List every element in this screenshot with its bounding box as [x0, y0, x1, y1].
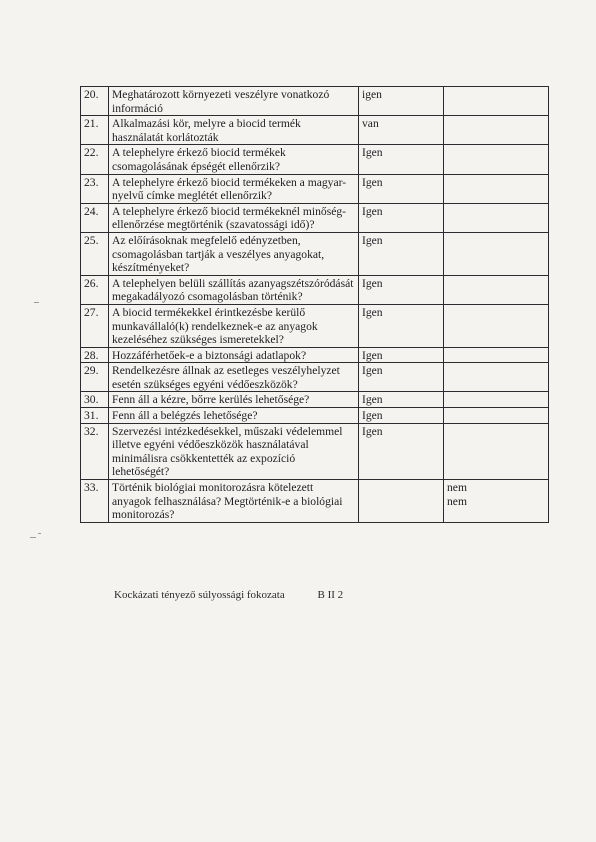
answer-secondary [444, 363, 549, 392]
row-number: 21. [81, 116, 109, 145]
table-row [81, 423, 549, 479]
question-text: Fenn áll a kézre, bőrre kerülés lehetősége? [109, 392, 359, 408]
answer-secondary [444, 423, 549, 479]
table-row [81, 392, 549, 408]
answer-primary: van [359, 116, 444, 145]
scan-mark [30, 537, 36, 538]
answer-primary: Igen [359, 304, 444, 347]
question-text: A biocid termékekkel érintkezésbe kerülő munkavállaló(k) rendelkeznek-e az anyagok kezeléséhez szükséges ismeretekkel? [109, 304, 359, 347]
answer-secondary [444, 203, 549, 232]
row-number: 29. [81, 363, 109, 392]
table-row [81, 347, 549, 363]
scan-mark [34, 302, 39, 303]
question-text: A telephelyre érkező biocid termékek csomagolásának épségét ellenőrzik? [109, 145, 359, 174]
row-number: 31. [81, 408, 109, 424]
table-row [81, 232, 549, 275]
row-number: 26. [81, 275, 109, 304]
answer-secondary [444, 480, 549, 523]
row-number: 30. [81, 392, 109, 408]
answer-primary: igen [359, 87, 444, 116]
footer [114, 589, 343, 601]
answer-primary: Igen [359, 203, 444, 232]
table-row [81, 275, 549, 304]
row-number: 22. [81, 145, 109, 174]
table-row [81, 363, 549, 392]
row-number: 24. [81, 203, 109, 232]
answer-secondary [444, 232, 549, 275]
question-text: Alkalmazási kör, melyre a biocid termék használatát korlátozták [109, 116, 359, 145]
question-text: A telephelyre érkező biocid termékeken a magyar- nyelvű címke meglétét ellenőrzik? [109, 174, 359, 203]
answer-primary: Igen [359, 392, 444, 408]
severity-grade: B II 2 [317, 589, 344, 601]
question-text: Meghatározott környezeti veszélyre vonatkozó információ [109, 87, 359, 116]
row-number: 27. [81, 304, 109, 347]
row-number: 32. [81, 423, 109, 479]
row-number: 33. [81, 480, 109, 523]
answer-line: nem [447, 481, 467, 495]
row-number: 25. [81, 232, 109, 275]
row-number: 20. [81, 87, 109, 116]
table-row [81, 408, 549, 424]
table-row [81, 304, 549, 347]
answer-secondary [444, 408, 549, 424]
answer-primary: Igen [359, 232, 444, 275]
answer-primary [359, 480, 444, 523]
table-row [81, 87, 549, 116]
table-row [81, 116, 549, 145]
table-row [81, 480, 549, 523]
answer-primary: Igen [359, 174, 444, 203]
question-text: Az előírásoknak megfelelő edényzetben, csomagolásban tartják a veszélyes anyagokat, készítményeket? [109, 232, 359, 275]
question-text: A telephelyre érkező biocid termékeknél minőség-ellenőrzése megtörténik (szavatossági idő)? [109, 203, 359, 232]
scan-mark [38, 533, 41, 534]
answer-line: nem [447, 494, 467, 508]
checklist-table [80, 86, 549, 523]
answer-primary: Igen [359, 347, 444, 363]
answer-primary: Igen [359, 145, 444, 174]
answer-secondary [444, 87, 549, 116]
question-text: Fenn áll a belégzés lehetősége? [109, 408, 359, 424]
answer-secondary [444, 304, 549, 347]
answer-primary: Igen [359, 363, 444, 392]
answer-secondary [444, 347, 549, 363]
question-text: A telephelyen belüli szállítás azanyagszétszóródását megakadályozó csomagolásban történik? [109, 275, 359, 304]
severity-label: Kockázati tényező súlyossági fokozata [114, 589, 285, 601]
table-row [81, 174, 549, 203]
table-row [81, 145, 549, 174]
question-text: Történik biológiai monitorozásra kötelezett anyagok felhasználása? Megtörténik-e a biológiai monitorozás? [109, 480, 359, 523]
answer-primary: Igen [359, 275, 444, 304]
answer-primary: Igen [359, 408, 444, 424]
answer-secondary [444, 116, 549, 145]
answer-secondary [444, 275, 549, 304]
answer-primary: Igen [359, 423, 444, 479]
row-number: 23. [81, 174, 109, 203]
row-number: 28. [81, 347, 109, 363]
table-row [81, 203, 549, 232]
answer-secondary [444, 174, 549, 203]
question-text: Hozzáférhetőek-e a biztonsági adatlapok? [109, 347, 359, 363]
answer-secondary [444, 392, 549, 408]
question-text: Rendelkezésre állnak az esetleges veszélyhelyzet esetén szükséges egyéni védőeszközök? [109, 363, 359, 392]
answer-secondary [444, 145, 549, 174]
question-text: Szervezési intézkedésekkel, műszaki védelemmel illetve egyéni védőeszközök használatával minimálisra csökkentették az expozíció lehetőségét? [109, 423, 359, 479]
